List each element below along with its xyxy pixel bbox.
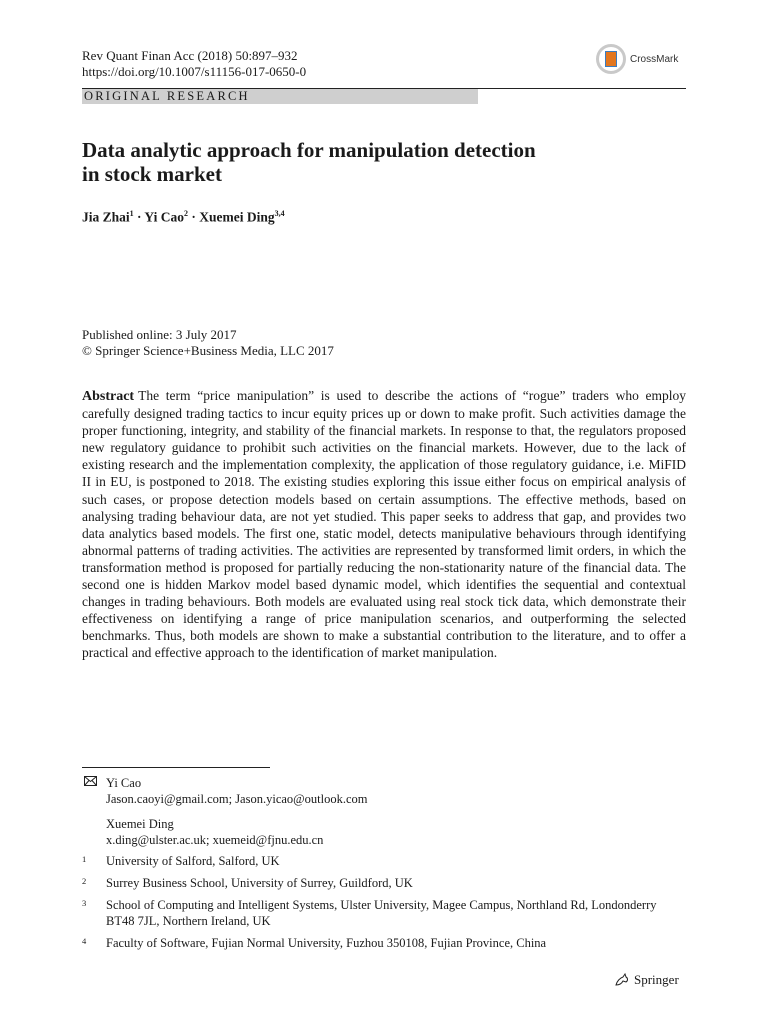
journal-citation [82,48,306,80]
publication-info [82,327,334,359]
footnote-rule [82,767,270,768]
crossmark-badge[interactable] [596,42,706,76]
affiliation-text: University of Salford, Salford, UK [106,854,280,868]
springer-horse-icon [614,972,630,988]
corresponding-author-email[interactable]: x.ding@ulster.ac.uk; xuemeid@fjnu.edu.cn [106,833,324,847]
envelope-icon [84,776,97,786]
author-separator: · [188,209,200,225]
corresponding-author-name: Yi Cao [106,776,142,790]
affiliation-number: 3 [82,898,87,908]
author-name[interactable]: Xuemei Ding [199,209,275,225]
published-online: Published online: 3 July 2017 [82,327,237,342]
author-affiliation-sup: 2 [184,209,189,218]
affiliation-text: Faculty of Software, Fujian Normal University, Fuzhou 350108, Fujian Province, China [106,936,547,950]
affiliation-number: 1 [82,854,87,864]
affiliation-item [82,853,686,869]
abstract-label: Abstract [82,389,135,404]
abstract-text: The term “price manipulation” is used to describe the actions of “rogue” traders who employ carefully designed trading tactics to incur equity prices up or down to make profit. Such activities damage the proper functioning, integrity, and stability of the financial markets. In response to that, the regulators proposed new regulatory guidance to prohibit such activities on the financial markets. However, due to the lack of existing research and the implementation complexity, the application of those regulatory guidance, i.e. MiFID II in EU, is postponed to 2018. The existing studies exploring this issue either focus on empirical analysis of such cases, or propose detection models based on certain assumptions. The effective methods, based on analysing trading behaviour data, are not yet studied. This paper seeks to address that gap, and provides two data analytics based models. The first one, static model, detects manipulative behaviours through identifying abnormal patterns of trading activities. The activities are represented by transformed limit orders, in which the transformation method is proposed for partially reducing the non-stationarity nature of the financial data. The second one is hidden Markov model based dynamic model, which identifies the sequential and contextual changes in trading behaviours. Both models are evaluated using real stock tick data, which demonstrate their effectiveness on identifying a range of price manipulation scenarios, and outperforming the selected benchmarks. Thus, both models are shown to make a substantial contribution to the literature, and to offer a practical and effective approach to the identification of market manipulation. [82,388,686,661]
author-name[interactable]: Yi Cao [144,209,185,225]
author-separator: · [133,209,145,225]
author-affiliation-sup: 1 [129,209,134,218]
doi-link[interactable]: https://doi.org/10.1007/s11156-017-0650-0 [82,64,307,79]
publisher-logo [614,972,679,988]
author-name[interactable]: Jia Zhai [82,209,130,225]
affiliation-number: 4 [82,936,87,946]
publisher-name: Springer [634,972,679,987]
affiliation-text: School of Computing and Intelligent Systems, Ulster University, Magee Campus, Northland Rd, Londonderry BT48 7JL, Northern Ireland, UK [106,898,657,928]
crossmark-icon [596,44,626,74]
corresponding-author-name: Xuemei Ding [106,817,174,831]
affiliation-item [82,935,686,951]
title-line-1: Data analytic approach for manipulation detection [82,138,536,162]
affiliations [82,853,686,957]
affiliation-number: 2 [82,876,87,886]
affiliation-item [82,897,686,929]
abstract [82,387,686,662]
section-label: ORIGINAL RESEARCH [82,89,478,104]
correspondence-block [84,775,368,848]
affiliation-text: Surrey Business School, University of Surrey, Guildford, UK [106,876,413,890]
corresponding-author-email[interactable]: Jason.caoyi@gmail.com; Jason.yicao@outlook.com [106,792,368,806]
article-title [82,138,682,186]
copyright-line: © Springer Science+Business Media, LLC 2017 [82,343,334,358]
journal-line: Rev Quant Finan Acc (2018) 50:897–932 [82,48,298,63]
author-list [82,209,285,226]
author-affiliation-sup: 3,4 [274,209,285,218]
title-line-2: in stock market [82,162,222,186]
affiliation-item [82,875,686,891]
crossmark-label: CrossMark [630,53,679,65]
